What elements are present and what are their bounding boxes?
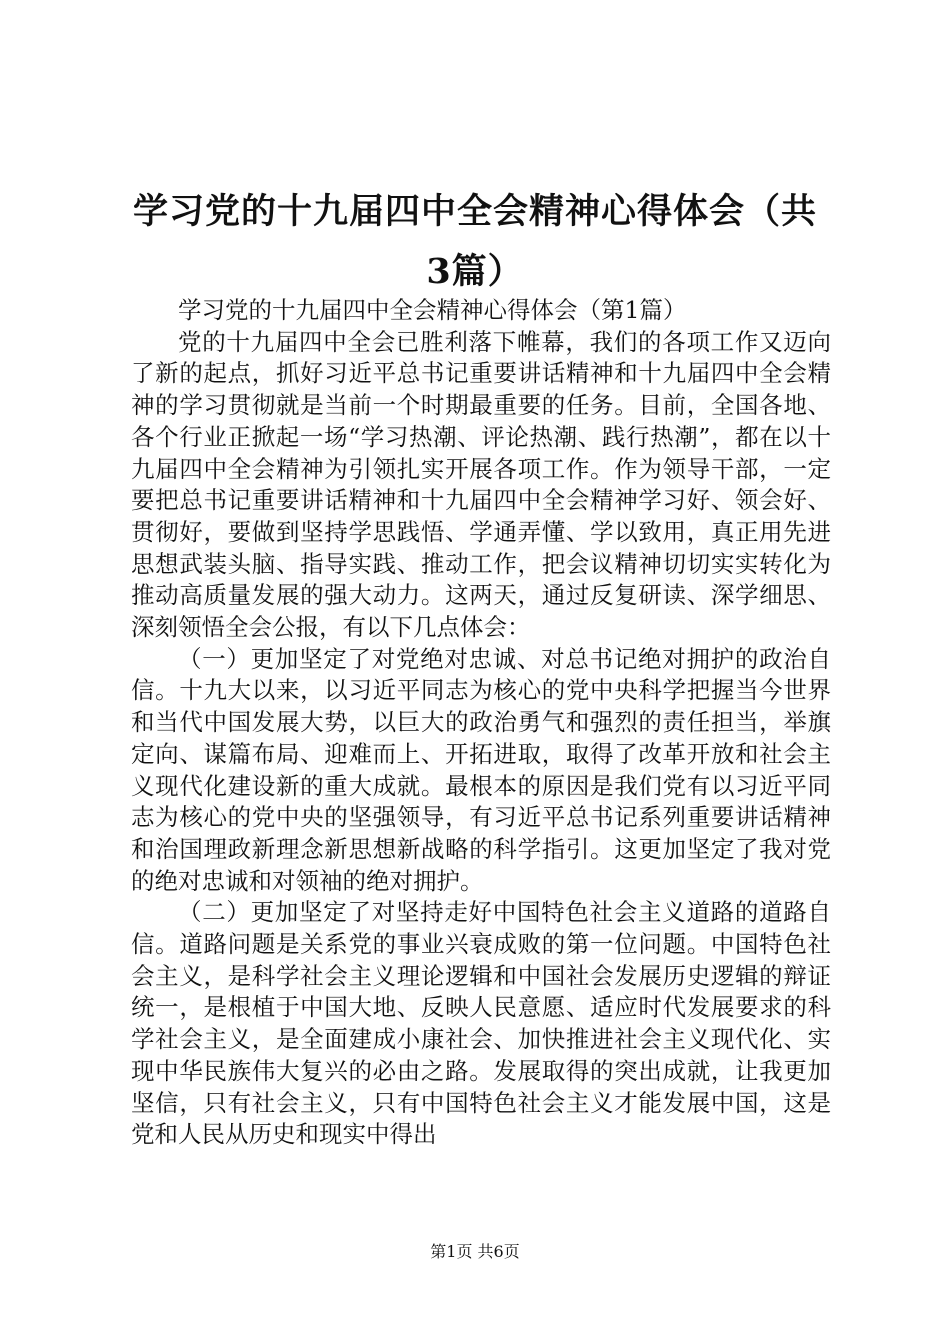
- document-body: [131, 295, 831, 1151]
- section-heading: 学习党的十九届四中全会精神心得体会（第1篇）: [178, 296, 687, 324]
- paragraph-point-2: （二）更加坚定了对坚持走好中国特色社会主义道路的道路自信。道路问题是关系党的事业兴衰成败的第一位问题。中国特色社会主义，是科学社会主义理论逻辑和中国社会发展历史逻辑的辩证统一，是根植于中国大地、反映人民意愿、适应时代发展要求的科学社会主义，是全面建成小康社会、加快推进社会主义现代化、实现中华民族伟大复兴的必由之路。发展取得的突出成就，让我更加坚信，只有社会主义，只有中国特色社会主义才能发展中国，这是党和人民从历史和现实中得出: [131, 898, 831, 1149]
- page-footer: 第1页 共6页: [430, 1242, 520, 1261]
- document-title: 学习党的十九届四中全会精神心得体会（共3篇）: [132, 191, 817, 292]
- paragraph-point-1: （一）更加坚定了对党绝对忠诚、对总书记绝对拥护的政治自信。十九大以来，以习近平同志为核心的党中央科学把握当今世界和当代中国发展大势，以巨大的政治勇气和强烈的责任担当，举旗定向、谋篇布局、迎难而上、开拓进取，取得了改革开放和社会主义现代化建设新的重大成就。最根本的原因是我们党有以习近平同志为核心的党中央的坚强领导，有习近平总书记系列重要讲话精神和治国理政新理念新思想新战略的科学指引。这更加坚定了我对党的绝对忠诚和对领袖的绝对拥护。: [131, 644, 831, 895]
- paragraph-intro: 党的十九届四中全会已胜利落下帷幕，我们的各项工作又迈向了新的起点，抓好习近平总书记重要讲话精神和十九届四中全会精神的学习贯彻就是当前一个时期最重要的任务。目前，全国各地、各个行业正掀起一场“学习热潮、评论热潮、践行热潮”，都在以十九届四中全会精神为引领扎实开展各项工作。作为领导干部，一定要把总书记重要讲话精神和十九届四中全会精神学习好、领会好、贯彻好，要做到坚持学思践悟、学通弄懂、学以致用，真正用先进思想武装头脑、指导实践、推动工作，把会议精神切切实实转化为推动高质量发展的强大动力。这两天，通过反复研读、深学细思、深刻领悟全会公报，有以下几点体会：: [131, 327, 831, 642]
